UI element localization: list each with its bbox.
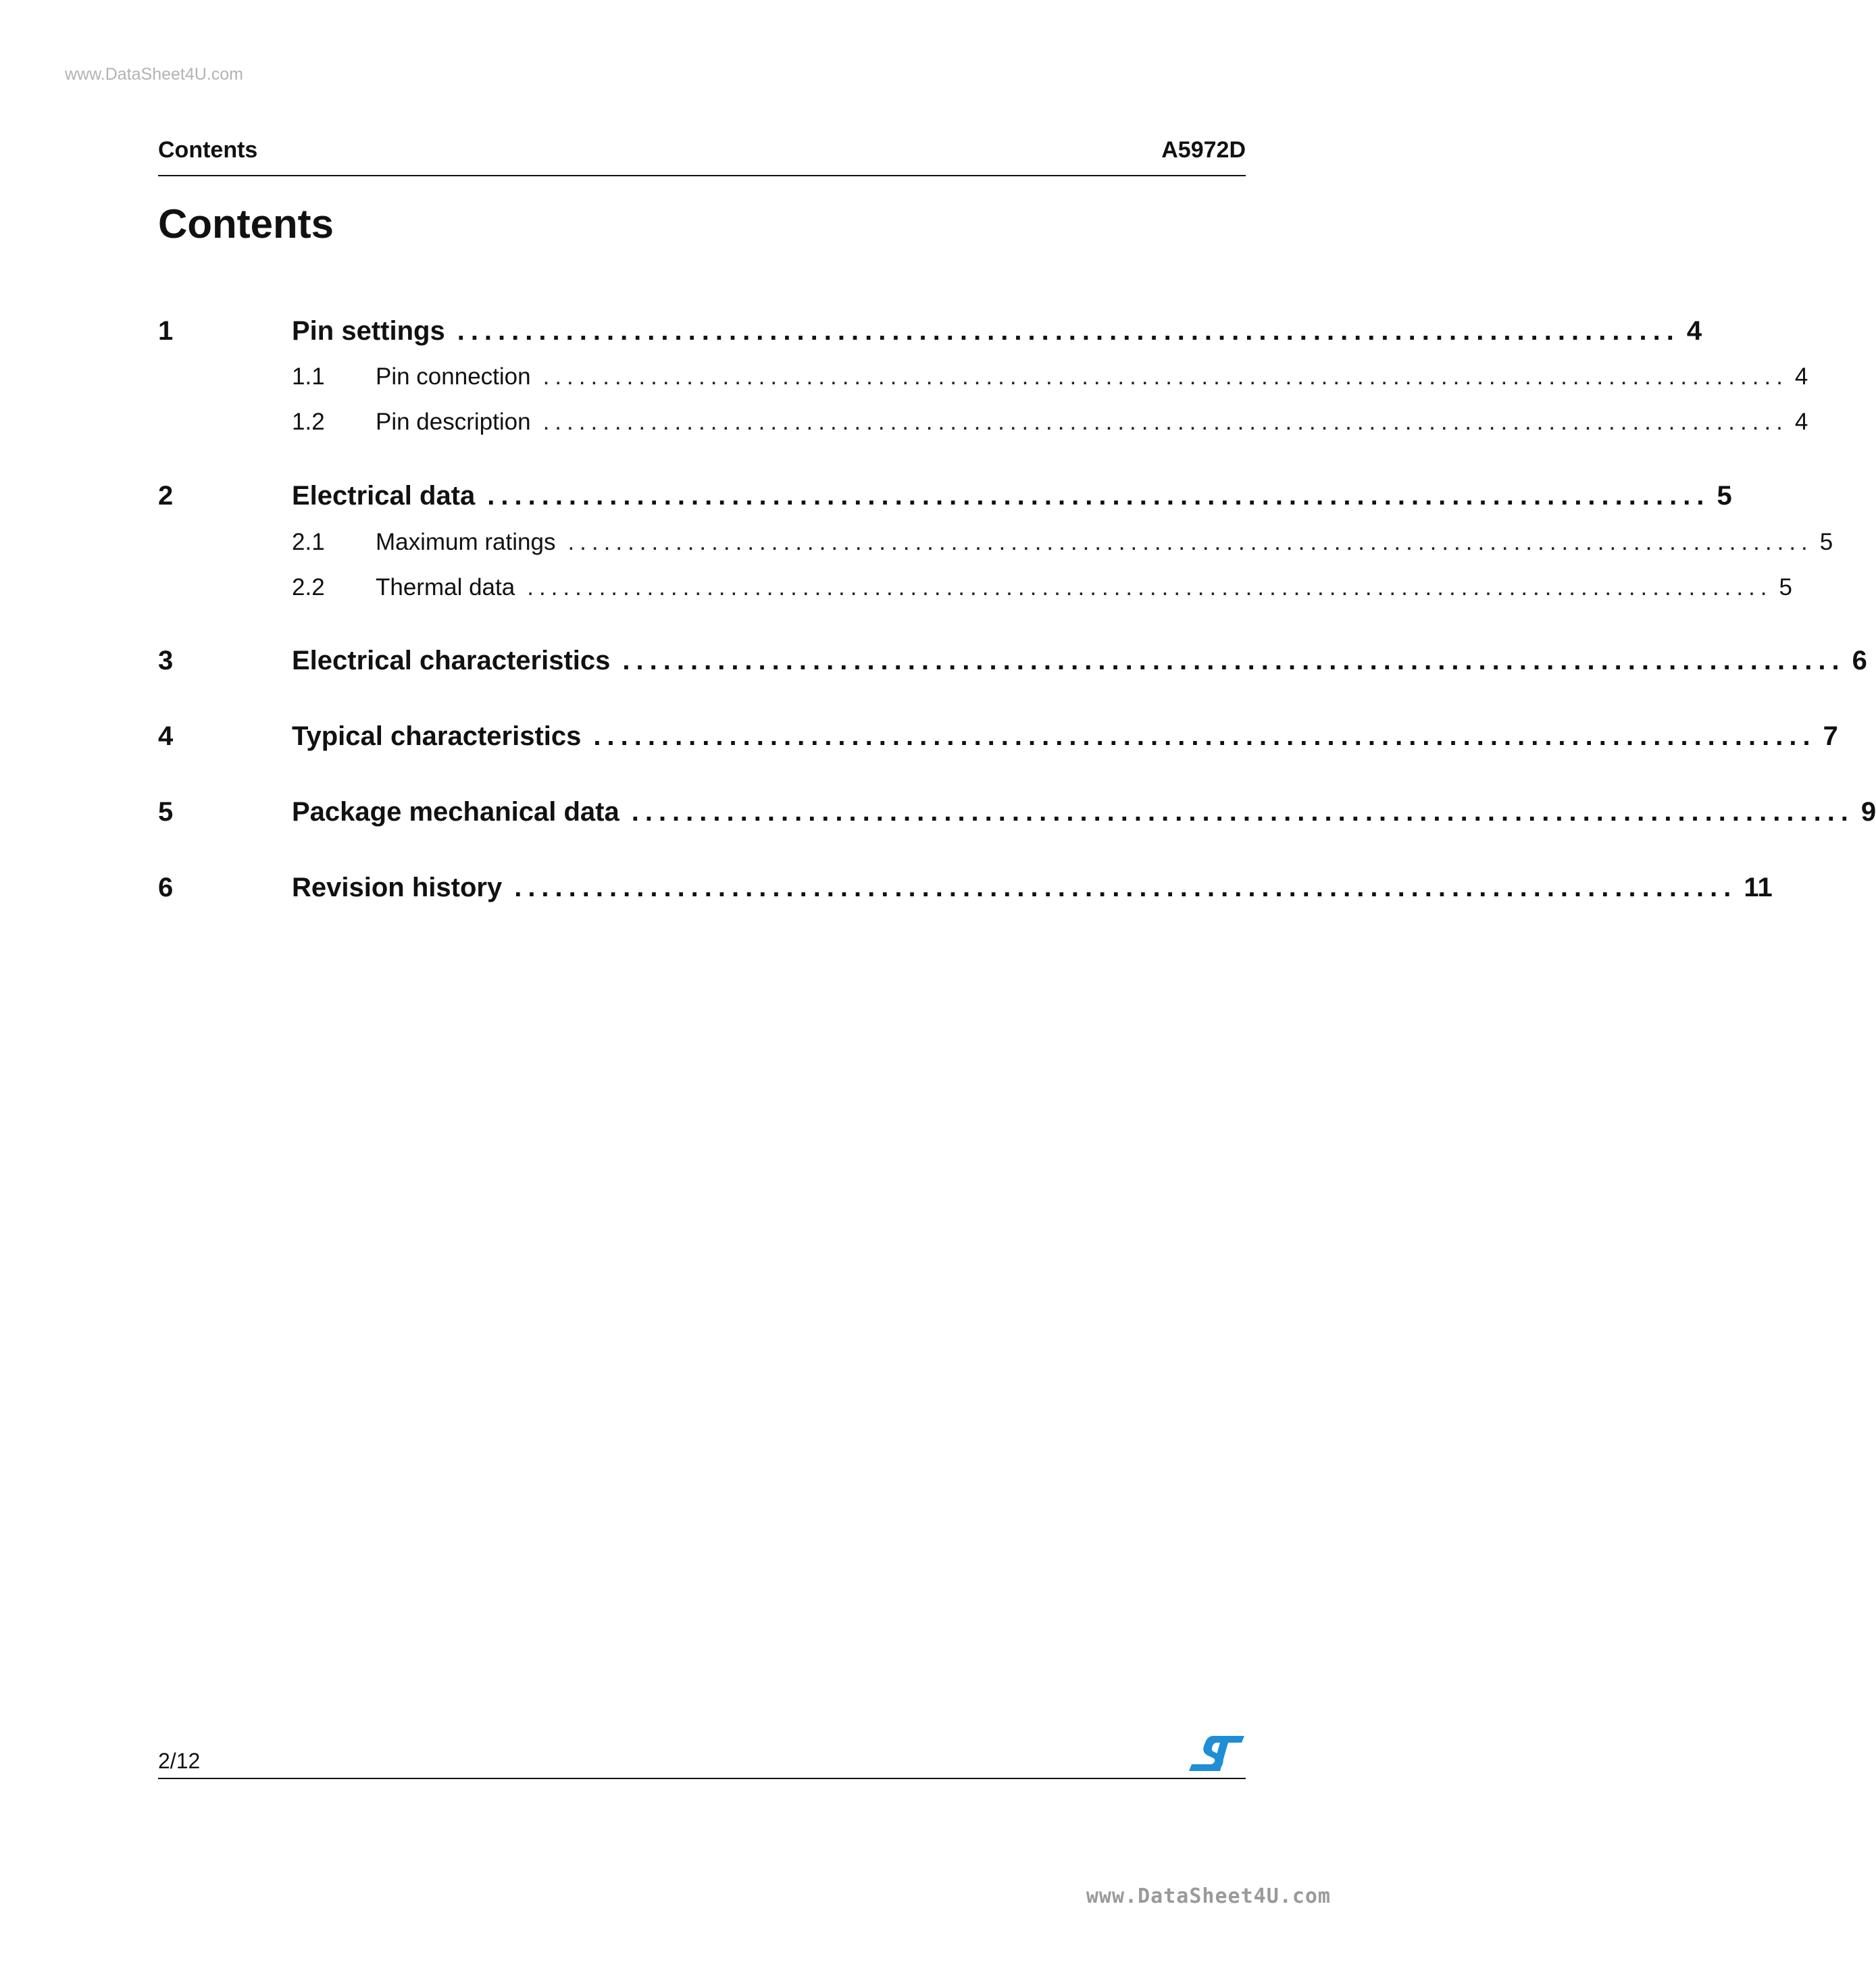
toc-entry-maximum-ratings[interactable] xyxy=(158,529,1833,556)
table-of-contents xyxy=(158,0,1876,946)
toc-dot-leader: ........................................................................................................ xyxy=(542,409,1788,435)
toc-entry-page: 4 xyxy=(1794,363,1808,390)
toc-entry-typical-characteristics[interactable] xyxy=(158,721,1838,752)
toc-entry-page: 4 xyxy=(1686,316,1702,346)
toc-entry-title: Electrical data xyxy=(292,481,476,511)
toc-dot-leader: .......................................................................................... xyxy=(593,721,1817,751)
st-logo-icon xyxy=(1188,1735,1246,1772)
header-section-label: Contents xyxy=(158,137,258,163)
toc-entry-package-mechanical-data[interactable] xyxy=(158,797,1876,827)
toc-entry-title: Maximum ratings xyxy=(376,529,556,555)
toc-entry-electrical-characteristics[interactable] xyxy=(158,646,1867,676)
toc-entry-electrical-data[interactable] xyxy=(158,481,1732,511)
toc-entry-thermal-data[interactable] xyxy=(158,574,1792,601)
toc-dot-leader: ........................................................................................................ xyxy=(567,529,1813,555)
toc-dot-leader: ........................................................................................................ xyxy=(542,363,1788,390)
toc-entry-title: Revision history xyxy=(292,873,503,902)
toc-entry-pin-connection[interactable] xyxy=(158,363,1808,390)
toc-entry-number: 2.2 xyxy=(292,574,325,600)
toc-entry-title: Pin settings xyxy=(292,316,445,346)
toc-entry-number: 5 xyxy=(158,797,174,827)
header-part-number: A5972D xyxy=(1161,137,1246,163)
toc-entry-pin-settings[interactable] xyxy=(158,316,1702,347)
toc-dot-leader: .......................................................................................... xyxy=(457,316,1680,346)
toc-entry-pin-description[interactable] xyxy=(158,409,1808,436)
toc-entry-title: Package mechanical data xyxy=(292,797,619,827)
toc-entry-number: 2 xyxy=(158,481,174,511)
toc-entry-page: 5 xyxy=(1779,574,1792,600)
toc-entry-page: 11 xyxy=(1744,873,1773,902)
toc-entry-number: 1.1 xyxy=(292,363,325,390)
toc-entry-page: 7 xyxy=(1823,721,1838,751)
toc-dot-leader: ........................................................................................................ xyxy=(527,574,1773,600)
toc-entry-title: Thermal data xyxy=(376,574,515,600)
toc-entry-revision-history[interactable] xyxy=(158,873,1773,903)
toc-dot-leader: .......................................................................................... xyxy=(487,481,1710,511)
toc-entry-page: 4 xyxy=(1794,409,1808,435)
watermark-top: www.DataSheet4U.com xyxy=(65,65,244,84)
toc-entry-number: 1 xyxy=(158,316,174,346)
toc-entry-number: 4 xyxy=(158,721,174,751)
toc-entry-page: 5 xyxy=(1819,529,1833,555)
toc-entry-number: 3 xyxy=(158,646,174,675)
toc-entry-number: 1.2 xyxy=(292,409,325,435)
toc-dot-leader: .......................................................................................... xyxy=(514,873,1738,902)
toc-entry-title: Electrical characteristics xyxy=(292,646,611,675)
toc-dot-leader: .......................................................................................... xyxy=(631,797,1854,827)
watermark-bottom: www.DataSheet4U.com xyxy=(1086,1884,1331,1908)
toc-entry-title: Pin description xyxy=(376,409,531,435)
page-title: Contents xyxy=(158,201,334,247)
toc-entry-number: 2.1 xyxy=(292,529,325,555)
toc-entry-number: 6 xyxy=(158,873,174,902)
toc-entry-page: 9 xyxy=(1860,797,1876,827)
toc-entry-page: 5 xyxy=(1717,481,1732,511)
toc-entry-title: Pin connection xyxy=(376,363,531,390)
toc-entry-title: Typical characteristics xyxy=(292,721,582,751)
page-footer xyxy=(158,1729,1246,1779)
page-indicator: 2/12 xyxy=(158,1749,201,1773)
toc-entry-page: 6 xyxy=(1852,646,1867,675)
toc-dot-leader: .......................................................................................... xyxy=(622,646,1846,675)
